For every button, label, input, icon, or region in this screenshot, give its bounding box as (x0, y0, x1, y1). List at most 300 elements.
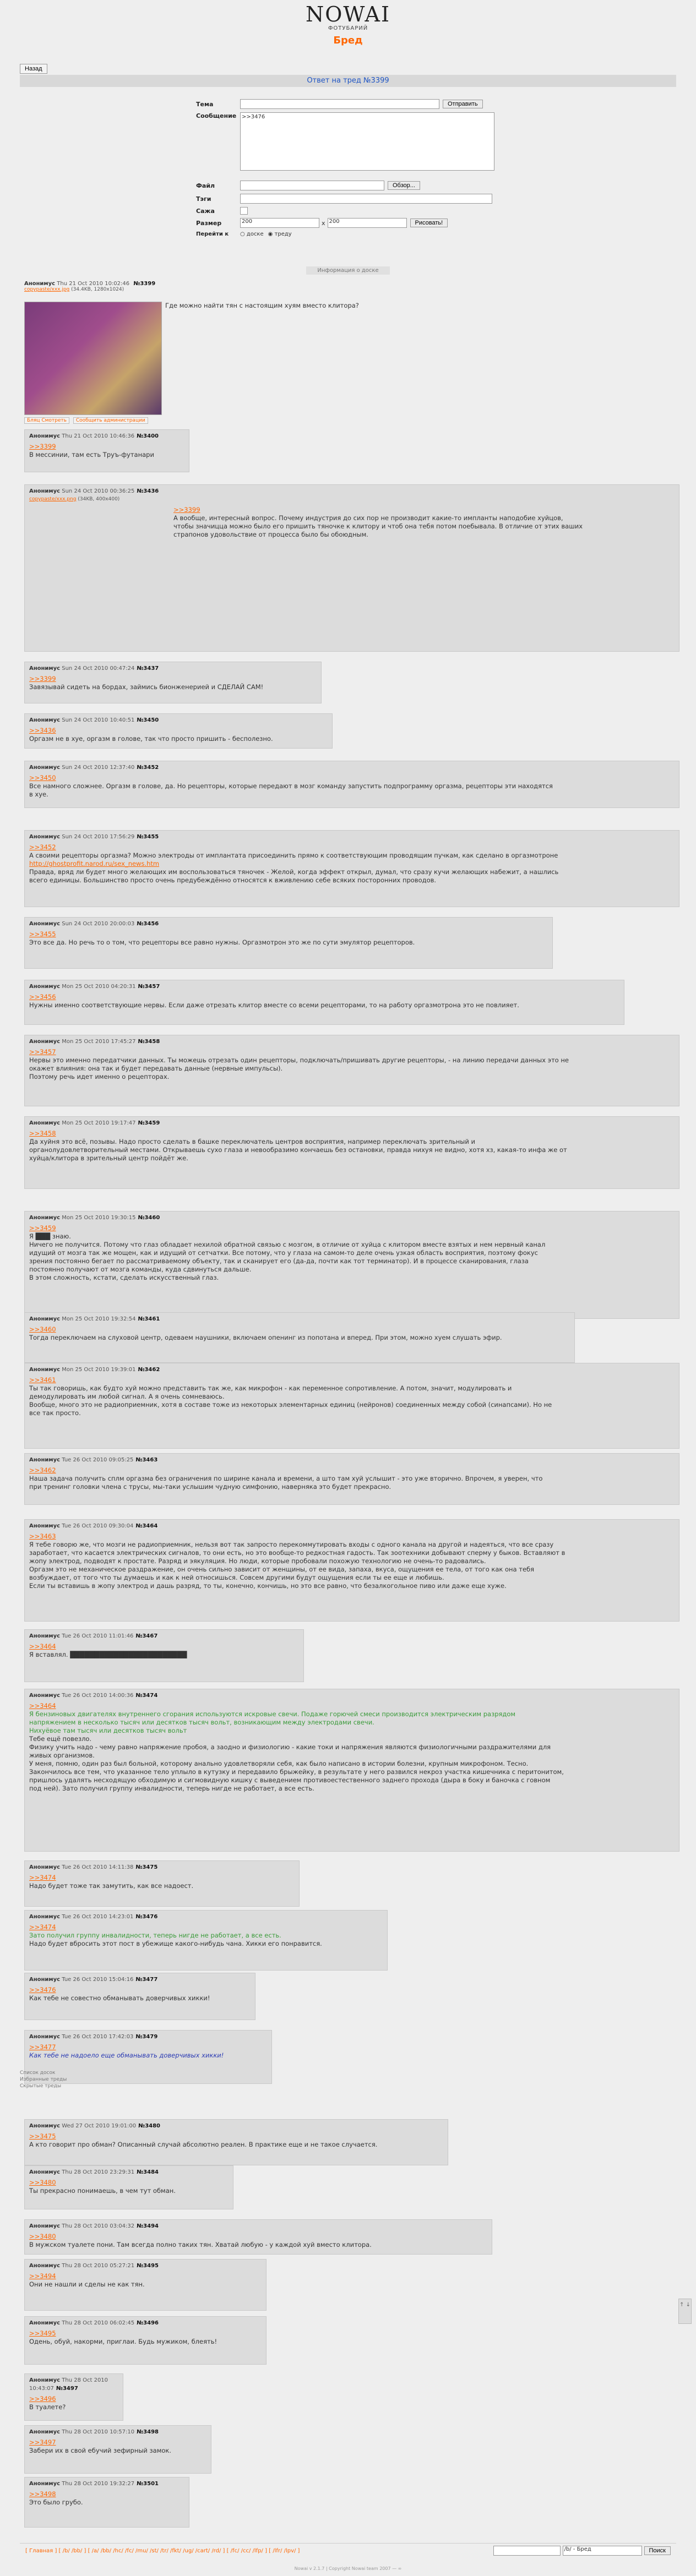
post-date: Mon 25 Oct 2010 19:39:01 (62, 1367, 136, 1373)
post-text-line: Нервы это именно передатчики данных. Ты можешь отрезать один рецепторы, подключать/пришивать другие рецепторы, - на линию передачи данных это не (29, 1056, 569, 1064)
post-body (29, 2272, 262, 2289)
post-author: Анонимус (29, 1367, 61, 1373)
post-number[interactable]: №3477 (135, 1977, 158, 1983)
post-text-line: В мессинии, там есть Труъ-футанари (29, 451, 154, 459)
post-author: Анонимус (29, 1914, 61, 1920)
goto-label: Перейти к (196, 231, 229, 237)
post-reply-link[interactable]: >>3452 (29, 843, 56, 851)
post-header (29, 1863, 295, 1871)
post-date: Mon 25 Oct 2010 19:30:15 (62, 1215, 136, 1221)
file-input[interactable] (240, 181, 384, 190)
post-header (29, 1119, 675, 1127)
post-author: Анонимус (29, 765, 61, 771)
post-number[interactable]: №3455 (137, 834, 159, 840)
reply-post (24, 980, 624, 1025)
reply-post (24, 2477, 189, 2528)
post-reply-link[interactable]: >>3459 (29, 1224, 56, 1232)
post-body (29, 443, 184, 459)
post-header (29, 2376, 118, 2393)
reply-mode-banner: Ответ на тред №3399 (20, 75, 676, 87)
post-body (29, 1224, 675, 1282)
post-reply-link[interactable]: >>3399 (29, 443, 56, 450)
tags-input[interactable] (240, 194, 492, 204)
post-reply-link[interactable]: >>3494 (29, 2272, 56, 2280)
post-number[interactable]: №3400 (137, 433, 159, 439)
post-number[interactable]: №3497 (56, 2386, 78, 2392)
post-text-line: зрения постоянно бегает по рассматриваемому объекту, так и сканирует его (да-да, почти как тот терминатор). И в процессе сканирования, глаза (29, 1257, 529, 1265)
post-text-line: В этом сложность, кстати, сделать искусственный глаз. (29, 1274, 219, 1281)
sidebar-menu (20, 2070, 86, 2089)
post-text-line: Я ███ знаю. (29, 1232, 71, 1240)
post-reply-link[interactable]: >>3464 (29, 1642, 56, 1650)
post-header (29, 1975, 251, 1984)
footer (20, 2543, 676, 2560)
post-date: Tue 26 Oct 2010 14:00:36 (62, 1693, 134, 1699)
post-author: Анонимус (29, 2481, 61, 2487)
post-author: Анонимус (29, 665, 61, 672)
reply-post (24, 2373, 123, 2421)
post-reply-link[interactable]: >>3450 (29, 774, 56, 782)
scroll-arrows-icon[interactable]: ↑ ↓ (678, 2299, 692, 2324)
post-reply-link[interactable]: >>3462 (29, 1466, 56, 1474)
post-reply-link[interactable]: >>3463 (29, 1532, 56, 1540)
post-header (29, 833, 675, 841)
post-reply-link[interactable]: >>3498 (29, 2490, 56, 2498)
post-text-line: идущий от мозга так же мощен, как и идущий от сетчатки. Все потому, что у глаза на самом-то деле очень узкая область восприятия, поэтому фокус (29, 1249, 538, 1257)
post-header (29, 664, 317, 673)
post-header (29, 983, 619, 991)
post-author: Анонимус (29, 2429, 61, 2435)
reply-post (24, 1116, 679, 1189)
post-number[interactable]: №3464 (135, 1523, 158, 1529)
post-number[interactable]: №3436 (137, 488, 159, 494)
post-header (29, 1913, 383, 1921)
post-text-line: Поэтому речь идет именно о рецепторах. (29, 1073, 170, 1080)
post-author: Анонимус (29, 717, 61, 723)
board-title: Бред (333, 35, 363, 46)
post-number[interactable]: №3460 (138, 1215, 160, 1221)
post-text-line: под ней). Зато получил группу инвалидности, теперь нигде не работает, а все есть. (29, 1784, 314, 1792)
goto-board-radio[interactable]: ○ доске (240, 231, 264, 237)
post-body (29, 2438, 206, 2455)
post-text-line: Забери их в свой ебучий зефирный замок. (29, 2447, 172, 2454)
post-reply-link[interactable]: >>3399 (29, 675, 56, 683)
post-header (29, 487, 675, 495)
post-reply-link[interactable]: >>3477 (29, 2043, 56, 2051)
sage-checkbox[interactable] (240, 207, 248, 215)
post-date: Sun 24 Oct 2010 00:36:25 (62, 488, 135, 494)
search-input[interactable] (493, 2546, 561, 2556)
post-body (29, 774, 675, 799)
site-logo[interactable]: NOWAI (305, 2, 391, 26)
reply-post (24, 1689, 679, 1852)
post-body (29, 2490, 184, 2507)
post-text-line: Ничего не получится. Потому что глаз обладает нехилой обратной связью с мозгом, в отличие от хуйца с клитором вместе взятых и нем нервный канал (29, 1241, 546, 1248)
post-number[interactable]: №3437 (137, 665, 159, 672)
op-number[interactable]: №3399 (133, 281, 156, 287)
op-file-meta: (34.4KB, 1280x1024) (71, 287, 124, 292)
post-body (29, 727, 328, 743)
post-date: Mon 25 Oct 2010 17:45:27 (62, 1039, 136, 1045)
post-text-line: Физику учить надо - чему равно напряжение пробоя, а заодно и физиологию - какие токи и напряжения являются физиологичными раздражителями для (29, 1743, 551, 1751)
post-text-line: страпонов удовольствие от процесса было бы обоюдным. (173, 531, 368, 538)
quote-text: Как тебе не надоело еще обманывать доверчивых хикки! (29, 2051, 224, 2059)
reply-post (24, 1519, 679, 1622)
post-header (29, 2262, 262, 2270)
post-body (29, 1325, 570, 1342)
post-author: Анонимус (29, 2223, 61, 2229)
post-file-meta: (34KB, 400x400) (78, 496, 120, 502)
header (0, 0, 696, 46)
post-reply-link[interactable]: >>3458 (29, 1129, 56, 1137)
tags-label: Тэги (196, 195, 211, 203)
post-date: Sun 24 Oct 2010 12:37:40 (62, 765, 135, 771)
post-body (29, 2395, 118, 2411)
reply-post (24, 2119, 448, 2165)
post-text-line: Закончилось все тем, что указанное тело уплыло в кутузку и передавило брыжейку, в результате у него развился некроз участка кишечника с перитонитом, (29, 1768, 564, 1776)
post-body (29, 1532, 675, 1590)
post-text-line: Это было грубо. (29, 2498, 83, 2506)
post-text-line: Надо будет вбросить этот пост в убежище какого-нибудь чана. Хикки его понравится. (29, 1940, 322, 1947)
size-label: Размер (196, 219, 222, 227)
post-body (29, 993, 619, 1009)
reply-post (24, 2316, 267, 2365)
post-text-line: пришлось удалять несходящую обходимую и сигмовидную кишку с выведением противоестественного заднего прохода (дыра в боку и баночка с говном (29, 1776, 551, 1784)
post-reply-link[interactable]: >>3476 (29, 1986, 56, 1994)
message-label: Сообщение (196, 112, 237, 119)
post-body (29, 2179, 229, 2195)
browse-button[interactable]: Обзор... (388, 181, 420, 190)
post-text-line: возбуждает, от того что ты думаешь и как к ней относишься. Совсем другими будут ощущения если ты ее еще и любишь. (29, 1574, 444, 1581)
quote-text: напряжением в несколько тысяч или десятков тысяч вольт, возникающим между электродами свечи. (29, 1718, 374, 1726)
post-author: Анонимус (29, 1039, 61, 1045)
post-number[interactable]: №3461 (138, 1316, 160, 1322)
post-header (29, 1456, 675, 1464)
op-author: Анонимус (24, 281, 56, 287)
reply-post (24, 1312, 575, 1363)
quote-text: Я бензиновых двигателях внутреннего сгорания используются искровые свечи. Подаже горючей смеси производится электрическим разрядом (29, 1710, 516, 1718)
post-header (29, 1315, 570, 1323)
post-text-line: Как тебе не совестно обманывать доверчивых хикки! (29, 1994, 210, 2002)
post-body (29, 1376, 675, 1417)
post-body (29, 1986, 251, 2002)
post-text-line: Ты прекрасно понимаешь, в чем тут обман. (29, 2187, 176, 2195)
post-number[interactable]: №3467 (135, 1633, 158, 1639)
theme-label: Тема (196, 100, 214, 108)
sidebar-item-hidden[interactable]: Скрытые треды (20, 2083, 62, 2089)
post-text-line: Да хуйня это всё, позывы. Надо просто сделать в башке переключатель центров восприятия, например переключать зрительный и (29, 1138, 475, 1145)
post-reply-link[interactable]: >>3399 (173, 506, 200, 514)
post-reply-link[interactable]: >>3480 (29, 2179, 56, 2186)
post-date: Tue 26 Oct 2010 14:11:38 (62, 1864, 134, 1870)
post-author: Анонимус (29, 1864, 61, 1870)
post-text-line: Правда, вряд ли будет много желающих им воспользоваться тяночек - Желой, когда эффект открыл, думал, что сразу кучи желающих набежит, а нашлись (29, 868, 559, 876)
post-number[interactable]: №3484 (137, 2169, 159, 2175)
post-body (29, 1923, 383, 1948)
op-action-report[interactable]: Сообщить администрации (73, 417, 148, 424)
post-number[interactable]: №3456 (137, 921, 159, 927)
post-header (29, 763, 675, 772)
post-text-line: окажет влияния: она так и будет передавать данные (нервные импульсы). (29, 1065, 283, 1072)
reply-post (24, 1035, 679, 1106)
op-header (24, 281, 155, 292)
post-body (29, 2043, 267, 2060)
post-author: Анонимус (29, 984, 61, 990)
post-body (29, 1048, 675, 1081)
post-author: Анонимус (29, 1523, 61, 1529)
post-number[interactable]: №3476 (135, 1914, 158, 1920)
post-date: Tue 26 Oct 2010 11:01:46 (62, 1633, 134, 1639)
post-date: Thu 28 Oct 2010 05:27:21 (62, 2263, 135, 2269)
post-text-line: Это все да. Но речь то о том, что рецепторы все равно нужны. Оргазмотрон это же по сути эмулятор рецепторов. (29, 938, 415, 946)
reply-post (24, 2259, 267, 2311)
op-file-link[interactable]: copypaste/xxx.jpg (24, 287, 70, 292)
op-image[interactable] (24, 302, 162, 415)
reply-post (24, 1363, 679, 1449)
post-author: Анонимус (29, 1977, 61, 1983)
post-header (29, 2480, 184, 2488)
post-text-line: Тогда переключаем на слуховой центр, одеваем наушники, включаем опенинг из попотана и вперед. При этом, можно хуем слушать эфир. (29, 1334, 502, 1341)
post-reply-link[interactable]: >>3456 (29, 993, 56, 1001)
post-text-line: Надо будет тоже так замутить, как все надоест. (29, 1882, 194, 1890)
post-body (29, 2132, 443, 2149)
post-text-line: чтобы значицца можно было его пришить тяночке к клитору и чтоб она тебя потом поебывала. В отличие от этих ваших (173, 522, 583, 530)
post-date: Mon 25 Oct 2010 19:32:54 (62, 1316, 136, 1322)
post-author: Анонимус (29, 1316, 61, 1322)
post-author: Анонимус (29, 2123, 61, 2129)
post-text-line: Оргазм не в хуе, оргазм в голове, так что просто пришить - бесполезно. (29, 735, 273, 743)
reply-post (24, 2425, 211, 2474)
post-date: Thu 28 Oct 2010 23:29:31 (62, 2169, 135, 2175)
post-author: Анонимус (29, 433, 61, 439)
back-button[interactable]: Назад (20, 64, 47, 74)
post-author: Анонимус (29, 1693, 61, 1699)
size-height-input[interactable]: 200 (328, 218, 407, 228)
reply-post (24, 917, 553, 969)
post-text-line: постоянно получают от мозга команды, куда сдвинуться дальше. (29, 1265, 252, 1273)
post-text-line: В туалете? (29, 2403, 66, 2411)
reply-post (24, 2219, 492, 2255)
size-width-input[interactable]: 200 (240, 218, 319, 228)
reply-post (24, 713, 333, 749)
post-date: Thu 28 Oct 2010 03:04:32 (62, 2223, 135, 2229)
post-author: Анонимус (29, 488, 61, 494)
post-author: Анонимус (29, 1215, 61, 1221)
post-reply-link[interactable]: >>3474 (29, 1874, 56, 1881)
post-header (29, 716, 328, 724)
post-external-link[interactable]: http://ghostprofit.narod.ru/sex_news.htm (29, 860, 160, 867)
post-text-line: Оргазм это не механическое раздражение, он очень сильно зависит от женщины, от ее вида, запаха, вкуса, ощущения ее тела, от того как она тебя (29, 1565, 535, 1573)
post-date: Tue 26 Oct 2010 14:23:01 (62, 1914, 134, 1920)
post-author: Анонимус (29, 2169, 61, 2175)
post-body (29, 2233, 487, 2249)
post-file-info (29, 495, 675, 504)
goto-thread-radio[interactable]: ◉ треду (268, 231, 292, 237)
post-header (29, 432, 184, 440)
post-reply-link[interactable]: >>3455 (29, 930, 56, 938)
post-text-line: А вообще, интересный вопрос. Почему индустрия до сих пор не производит какие-то импланты наподобие хуйцов, (173, 514, 563, 522)
board-info-toggle[interactable]: Информация о доске (20, 268, 676, 274)
post-reply-link[interactable]: >>3480 (29, 2233, 56, 2240)
post-reply-link[interactable]: >>3495 (29, 2329, 56, 2337)
message-textarea[interactable]: >>3476 (240, 112, 494, 171)
post-date: Thu 28 Oct 2010 19:32:27 (62, 2481, 135, 2487)
post-header (29, 1214, 675, 1222)
footer-board-list[interactable]: [ Главная ] [ /b/ /bb/ ] [ /a/ /bb/ /hc/ /fc/ /mu/ /st/ /tr/ /fkt/ /ug/ /cart/ /rd/ ] [ /fc/ /cc/ /lfp/ ] [ /lfr/ /lpv/ ] (25, 2548, 300, 2554)
post-number[interactable]: №3457 (138, 984, 160, 990)
post-date: Tue 26 Oct 2010 09:05:25 (62, 1457, 134, 1463)
post-text-line: А своими рецепторы оргазма? Можно электроды от имплантата присоединить прямо к соответствующим проводящим пучкам, как сделано в оргазмотроне (29, 852, 558, 859)
post-author: Анонимус (29, 2320, 61, 2326)
copyright: Nowai v 2.1.7 | Copyright Nowai team 2007 — ∞ (294, 2566, 402, 2571)
post-date: Tue 26 Oct 2010 15:04:16 (62, 1977, 134, 1983)
post-author: Анонимус (29, 1457, 61, 1463)
post-reply-link[interactable]: >>3460 (29, 1325, 56, 1333)
post-date: Mon 25 Oct 2010 19:17:47 (62, 1120, 136, 1126)
post-body (29, 1874, 295, 1890)
post-number[interactable]: №3459 (138, 1120, 160, 1126)
post-header (29, 2122, 443, 2130)
post-date: Sun 24 Oct 2010 10:40:51 (62, 717, 135, 723)
reply-post (24, 1860, 300, 1907)
search-button[interactable]: Поиск (644, 2546, 671, 2555)
post-body (29, 1129, 675, 1163)
post-author: Анонимус (29, 2263, 61, 2269)
op-action-view[interactable]: Бляц Смотреть (24, 417, 69, 424)
post-number[interactable]: №3450 (137, 717, 159, 723)
reply-post (24, 484, 679, 652)
sidebar-item-boards[interactable]: Список досок (20, 2070, 56, 2076)
reply-post (24, 1453, 679, 1505)
post-author: Анонимус (29, 2034, 61, 2040)
post-header (29, 920, 548, 928)
post-reply-link[interactable]: >>3461 (29, 1376, 56, 1384)
post-body (29, 1466, 675, 1491)
reply-post (24, 761, 679, 808)
quote-text: Зато получил группу инвалидности, теперь нигде не работает, а все есть. (29, 1931, 281, 1939)
post-reply-link[interactable]: >>3474 (29, 1923, 56, 1931)
post-header (29, 2033, 267, 2041)
file-label: Файл (196, 182, 215, 189)
post-text-line: демодулировать им любой сигнал. А я очень сомневаюсь. (29, 1393, 225, 1400)
post-body (29, 843, 675, 885)
post-date: Sun 24 Oct 2010 17:56:29 (62, 834, 135, 840)
post-author: Анонимус (29, 921, 61, 927)
post-text-line: Завязывай сидеть на бордах, займись бионженерией и СДЕЛАЙ САМ! (29, 683, 264, 691)
post-reply-link[interactable]: >>3475 (29, 2132, 56, 2140)
post-header (29, 1632, 299, 1640)
post-number[interactable]: №3462 (138, 1367, 160, 1373)
post-text-line: Наша задача получить сплм оргазма без ограничения по ширине канала и времени, а што там хуй услышит - это уже вторично. Впрочем, я уверен, что (29, 1475, 543, 1482)
board-select[interactable]: /b/ - Бред (563, 2546, 642, 2556)
post-date: Sun 24 Oct 2010 20:00:03 (62, 921, 135, 927)
post-header (29, 2222, 487, 2230)
post-text-line: Все намного сложнее. Оргазм в голове, да. Но рецепторы, которые передают в мозг команду запустить подпрограмму оргазма, рецепторы эти находятся (29, 782, 553, 790)
post-reply-link[interactable]: >>3496 (29, 2395, 56, 2403)
post-author: Анонимус (29, 2377, 61, 2383)
post-reply-link[interactable]: >>3464 (29, 1702, 56, 1710)
post-number[interactable]: №3475 (135, 1864, 158, 1870)
post-header (29, 2428, 206, 2436)
reply-post (24, 1910, 388, 1971)
post-author: Анонимус (29, 1633, 61, 1639)
post-header (29, 1522, 675, 1530)
post-text-line: заработает, что касается электрических сигналов, то они есть, но это вообще-то редкостная гадость. Так зоотехники добывают сперму у быков. Вставляют в (29, 1549, 566, 1557)
post-number[interactable]: №3501 (137, 2481, 159, 2487)
post-text-line: Одень, обуй, накорми, приглаи. Будь мужиком, блеять! (29, 2338, 218, 2345)
post-number[interactable]: №3452 (137, 765, 159, 771)
post-date: Tue 26 Oct 2010 17:42:03 (62, 2034, 134, 2040)
post-date: Thu 28 Oct 2010 06:02:45 (62, 2320, 135, 2326)
post-file-link[interactable]: copypaste/xxx.png (29, 496, 77, 502)
post-text-line: В мужском туалете пони. Там всегда полно таких тян. Хватай любую - у каждой хуй вместо клитора. (29, 2241, 372, 2248)
post-number[interactable]: №3463 (135, 1457, 158, 1463)
post-text-line: Вообще, много это не радиоприемник, хотя в составе тоже из некоторых элементарных единиц (нейронов) соединенных между собой (синапсами). Но не (29, 1401, 552, 1409)
post-author: Анонимус (29, 834, 61, 840)
post-text-line: Ты так говоришь, как будто хуй можно представить так же, как микрофон - как переменное сопротивление. А потом, значит, модулировать и (29, 1384, 512, 1392)
reply-post (24, 2165, 233, 2209)
post-date: Thu 28 Oct 2010 10:43:07 (29, 2377, 108, 2392)
post-reply-link[interactable]: >>3457 (29, 1048, 56, 1056)
op-date: Thu 21 Oct 2010 10:02:46 (57, 281, 130, 287)
post-date: Thu 21 Oct 2010 10:46:36 (62, 433, 135, 439)
post-text-line: хуйца/клитора в зрительный центр пойдёт же. (29, 1154, 188, 1162)
post-author: Анонимус (29, 1120, 61, 1126)
post-text-line: Нужны именно соответствующие нервы. Если даже отрезать клитор вместе со всеми рецепторами, то на работу оргазмотрона это не повлияет. (29, 1001, 519, 1009)
op-actions (24, 417, 150, 424)
post-date: Tue 26 Oct 2010 09:30:04 (62, 1523, 134, 1529)
theme-input[interactable] (240, 99, 439, 109)
reply-post (24, 662, 322, 703)
reply-post (24, 830, 679, 907)
reply-post (24, 1211, 679, 1319)
post-number[interactable]: №3480 (138, 2123, 161, 2129)
post-number[interactable]: №3496 (137, 2320, 159, 2326)
post-body (29, 2329, 262, 2346)
size-separator: x (322, 219, 325, 227)
post-reply-link[interactable]: >>3436 (29, 727, 56, 734)
post-body (173, 506, 675, 539)
site-logo-subtitle: ФОТУБАРИЙ (328, 25, 368, 31)
post-text-line: Если ты вставишь в жопу электрод и дашь разряд, то ты, конечно, кончишь, но это все равно, что безалкогольное пиво или даже еще хуже. (29, 1582, 507, 1590)
post-number[interactable]: №3494 (137, 2223, 159, 2229)
post-reply-link[interactable]: >>3497 (29, 2438, 56, 2446)
op-text: Где можно найти тян с настоящим хуям вместо клитора? (165, 302, 359, 309)
post-number[interactable]: №3498 (137, 2429, 159, 2435)
post-number[interactable]: №3479 (135, 2034, 158, 2040)
post-text-line: жопу электрод, подводят к простате. Разряд и эякуляция. Но люди, которые пробовали похожую технологию не очень-то радовались. (29, 1557, 486, 1565)
post-text-line: У меня, помню, один раз был больной, которому анально удовлетворяли себя, как было написано в истории болезни, крупным микрофоном. Тесно. (29, 1760, 529, 1767)
post-text-line: А кто говорит про обман? Описанный случай абсолютно реален. В практике еще и не такое случается. (29, 2141, 378, 2148)
post-date: Mon 25 Oct 2010 04:20:31 (62, 984, 136, 990)
sage-label: Сажа (196, 207, 215, 215)
post-date: Wed 27 Oct 2010 19:01:00 (62, 2123, 137, 2129)
post-body (29, 675, 317, 691)
post-text-line: всего единицы. Большинство просто очень предубеждённо относятся к вживлению себе всяких посторонних проводов. (29, 876, 437, 884)
post-body (29, 1642, 299, 1659)
post-text-line: все так просто. (29, 1409, 81, 1417)
post-text-line: Я тебе говорю же, что мозги не радиоприемник, нельзя вот так запросто перекоммутировать входы с одного канала на другой и надеяться, что все сразу (29, 1541, 554, 1548)
post-number[interactable]: №3495 (137, 2263, 159, 2269)
post-text-line: органолудовлетворительный местами. Открываешь сухо глаза и невообразимо кончаешь без остановки, правда нихуя не видно, хотя хз, какая-то инфа же от (29, 1146, 567, 1154)
post-text-line: в хуе. (29, 790, 48, 798)
reply-post (24, 1629, 304, 1682)
send-button[interactable]: Отправить (443, 100, 483, 108)
sidebar-item-favorites[interactable]: Избранные треды (20, 2077, 67, 2082)
post-number[interactable]: №3474 (135, 1693, 158, 1699)
post-number[interactable]: №3458 (138, 1039, 160, 1045)
draw-button[interactable]: Рисовать! (410, 219, 448, 227)
